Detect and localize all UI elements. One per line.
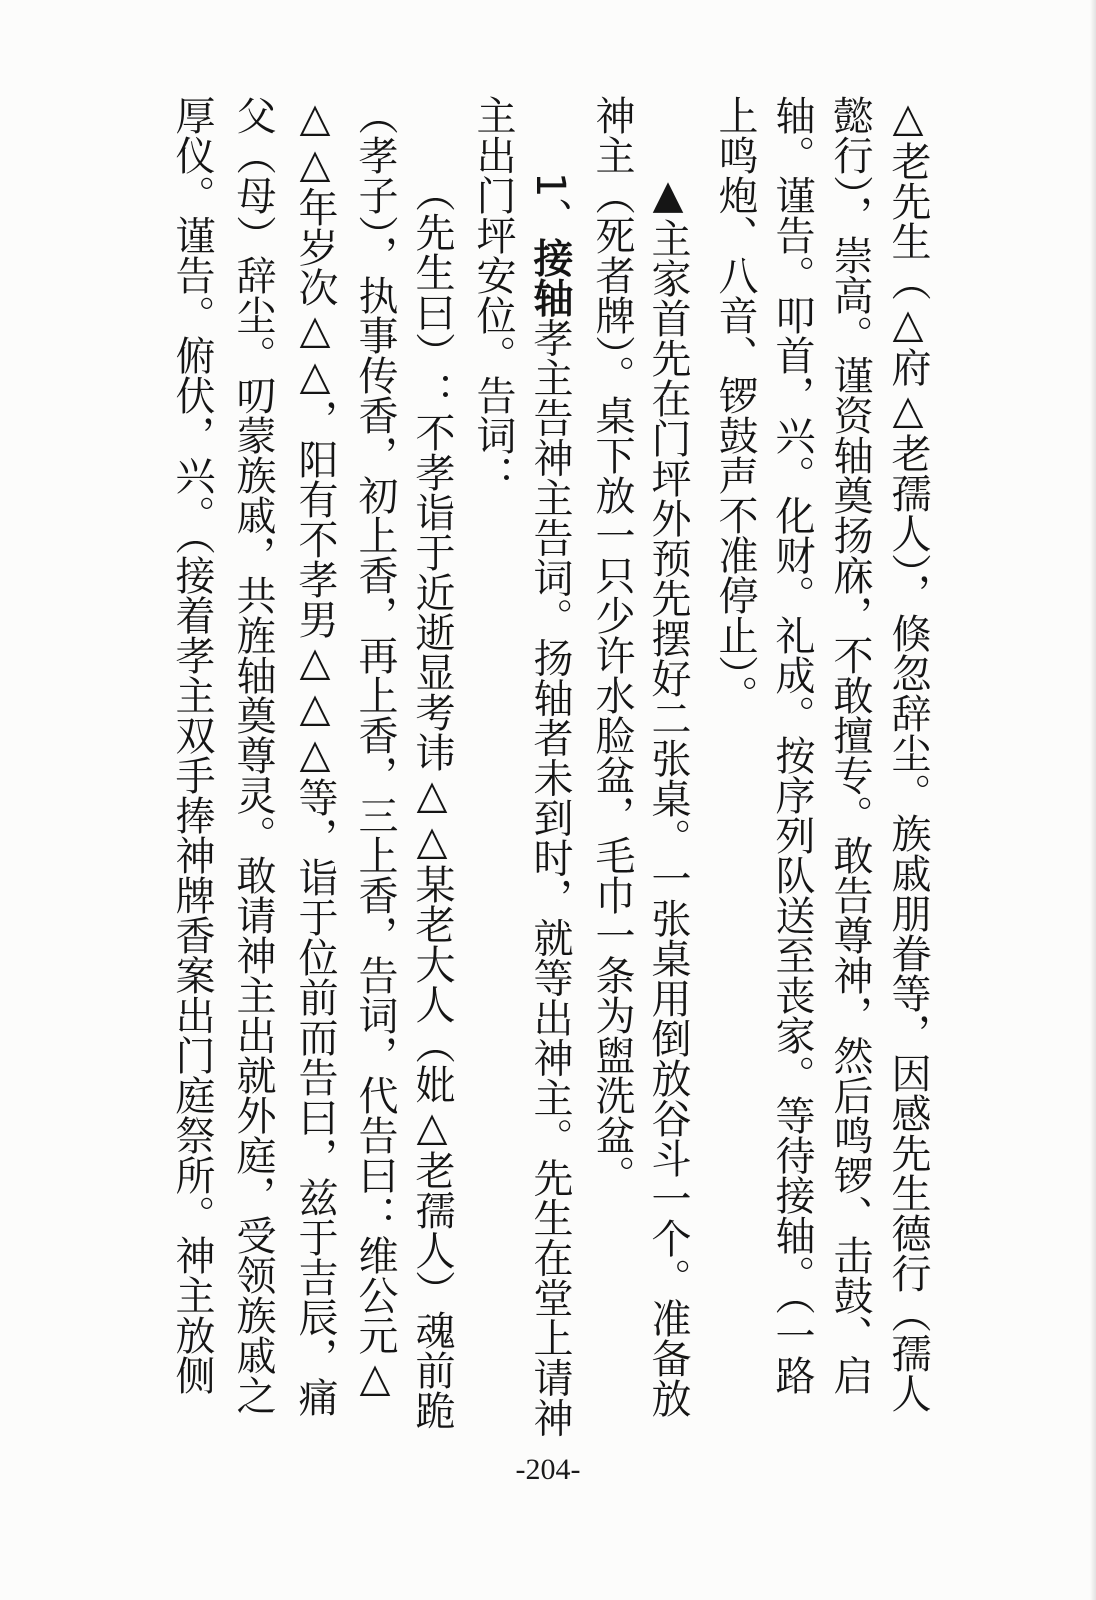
section-text: 孝主告神主告词。扬轴者未到时，就等出神主。先生在堂上请神 (527, 317, 573, 1438)
section-heading: 接轴 (527, 237, 573, 318)
text-column-13: 厚仪。谨告。俯伏，兴。（接着孝主双手捧神牌香案出门庭祭所。神主放侧 (169, 95, 215, 1395)
text-column-5: ▲主家首先在门坪外预先摆好二张桌。一张桌用倒放谷斗一个。准备放 (645, 172, 691, 1418)
text-column-11: △△年岁次△△，阳有不孝男△△△等，诣于位前而告曰，兹于吉辰，痛 (292, 95, 338, 1417)
text-column-1: △老先生（△府△老孺人），倏忽辞尘。族戚朋眷等，因感先生德行（孺人 (885, 95, 931, 1413)
text-column-10: （孝子），执事传香，初上香，再上香，三上香，告词，代告曰：维公元△ (352, 95, 398, 1401)
text-column-6: 神主（死者牌）。桌下放一只少许水脸盆，毛巾一条为盥洗盆。 (589, 95, 635, 1195)
text-column-12: 父（母）辞尘。叨蒙族戚，共旌轴奠尊灵。敢请神主出就外庭，受领族戚之 (230, 95, 276, 1415)
text-column-9: （先生曰）：不孝诣于近逝显考讳△△某老大人（妣△老孺人）魂前跪 (409, 172, 455, 1430)
page-number: -204- (515, 1453, 581, 1486)
scan-edge-shadow (1090, 0, 1096, 1600)
text-column-7 (527, 172, 573, 1438)
text-column-3: 轴。谨告。叩首，兴。化财。礼成。按序列队送至丧家。等待接轴。（一路 (769, 95, 815, 1395)
text-column-2: 懿行），崇高。谨资轴奠扬庥，不敢擅专。敢告尊神，然后鸣锣、击鼓、启 (827, 95, 873, 1395)
text-column-8: 主出门坪安位。告词： (470, 95, 516, 495)
text-column-4: 上鸣炮、八音、锣鼓声不准停止）。 (712, 95, 758, 715)
section-number: 1、 (527, 172, 573, 238)
